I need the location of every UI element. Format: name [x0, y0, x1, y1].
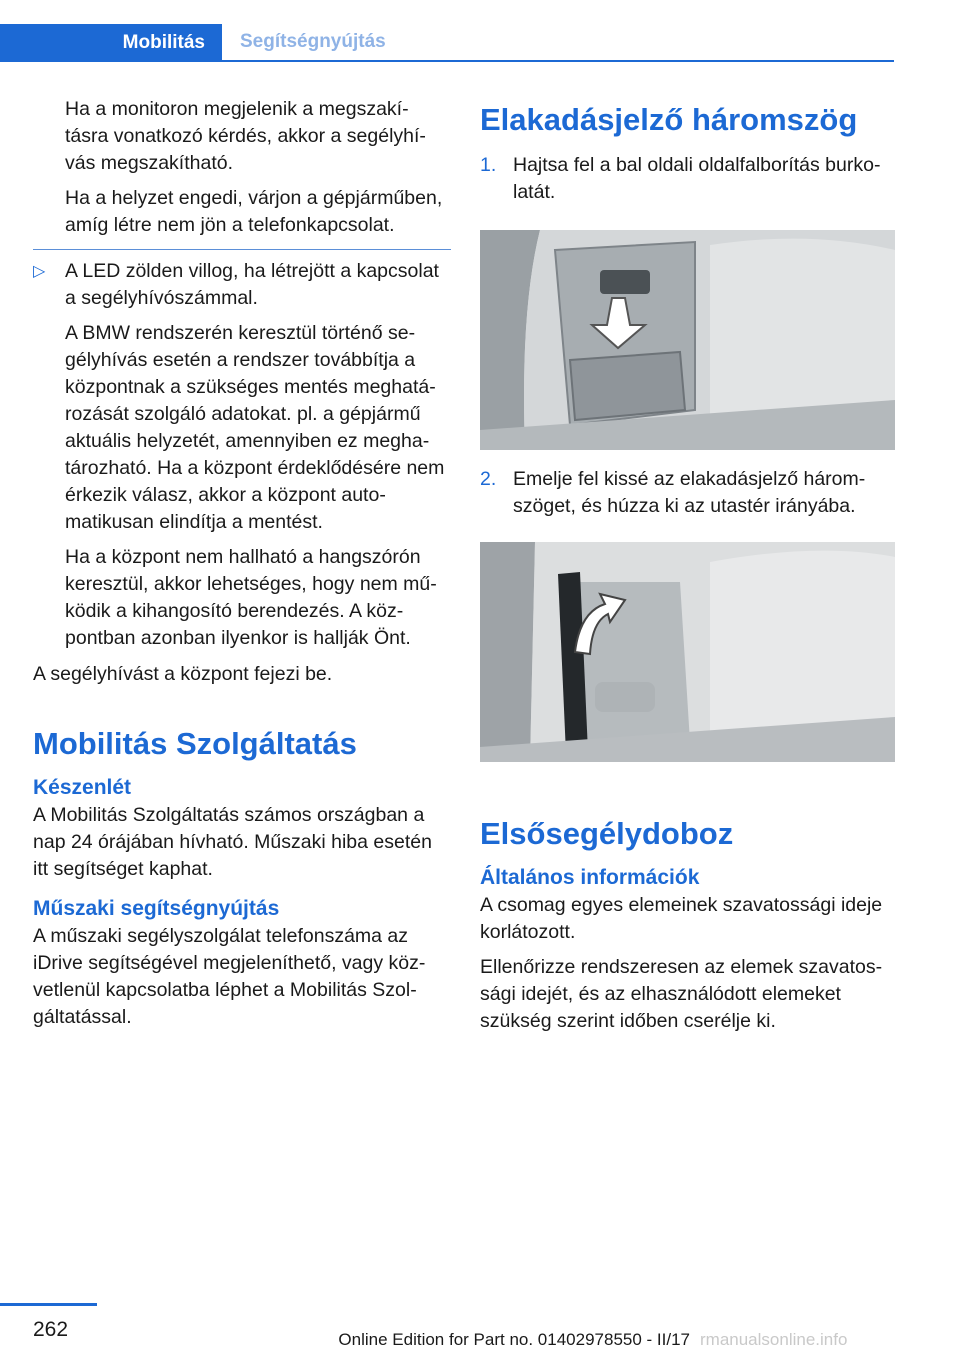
- bullet-text-led: A LED zölden villog, ha létrejött a kapcsolat a segélyhívószámmal.: [65, 260, 439, 309]
- photo-warning-triangle-removal: [480, 542, 895, 762]
- header-tab-segitsegnyujtas[interactable]: Segítségnyújtás: [240, 31, 386, 52]
- watermark: rmanualsonline.info: [700, 1330, 848, 1349]
- header-tab-mobilitas[interactable]: Mobilitás: [0, 24, 222, 62]
- step-2-text: Emelje fel kissé az elakadásjelző három‐szöget, és húzza ki az utastér irányába.: [513, 468, 866, 517]
- subheading-muszaki-segitsegnyujtas: Műszaki segítségnyújtás: [33, 897, 280, 920]
- paragraph-call-end: A segélyhívást a központ fejezi be.: [33, 663, 333, 685]
- edition-text: Online Edition for Part no. 01402978550 - II/17: [338, 1330, 690, 1349]
- paragraph-keszenlet: A Mobilitás Szolgáltatás számos országban a nap 24 órájában hívható. Műszaki hiba esetén itt segítséget kaphat.: [33, 804, 432, 880]
- paragraph-bmw-system: A BMW rendszerén keresztül történő se‐gélyhívás esetén a rendszer továbbítja a központnak a szükséges mentés meghatá‐rozását szolgáló adatokat. pl. a gépjármű aktuális helyzetét, amennyiben ez megha‐tározható. Ha a központ érdeklődésére nem érkezik válasz, akkor a központ auto‐matikusan elindítja a mentést.: [65, 322, 445, 533]
- heading-mobilitas-szolgaltatas: Mobilitás Szolgáltatás: [33, 726, 357, 761]
- heading-elsosegelydoboz: Elsősegélydoboz: [480, 816, 734, 851]
- paragraph-muszaki: A műszaki segélyszolgálat telefonszáma az iDrive segítségével megjeleníthető, vagy köz‐vetlenül kapcsolatba léphet a Mobilitás Szol‐gáltatással.: [33, 925, 426, 1028]
- step-1-text: Hajtsa fel a bal oldali oldalfalborítás burko‐latát.: [513, 154, 881, 203]
- step-1: [480, 152, 895, 206]
- step-2: [480, 466, 895, 520]
- page-number: 262: [33, 1318, 69, 1341]
- left-column: [33, 96, 451, 1031]
- right-column: [480, 100, 895, 1035]
- triangle-bullet-icon: ▷: [33, 263, 46, 280]
- paragraph-cancel-call: Ha a monitoron megjelenik a megszakí‐tásra vonatkozó kérdés, akkor a segélyhí‐vás megszakítható.: [65, 98, 426, 174]
- subheading-keszenlet: Készenlét: [33, 776, 132, 799]
- page-header: [0, 24, 894, 62]
- footer-accent-line: [0, 1303, 97, 1306]
- step-1-number: 1.: [480, 154, 497, 176]
- divider-spacer: [33, 656, 451, 657]
- step-2-number: 2.: [480, 468, 497, 490]
- bullet-item-led: [33, 258, 451, 312]
- photo-side-panel-cover: [480, 230, 895, 450]
- paragraph-speaker: Ha a központ nem hallható a hangszórón keresztül, akkor lehetséges, hogy nem mű‐ködik a kihangosító berendezés. A köz‐pontban azonban ilyenkor is hallják Önt.: [65, 546, 437, 649]
- divider: [33, 249, 451, 250]
- heading-elakadasjelzo: Elakadásjelző háromszög: [480, 102, 858, 137]
- subheading-altalanos-informaciok: Általános információk: [480, 866, 700, 889]
- paragraph-wait-connection: Ha a helyzet engedi, várjon a gépjárműben, amíg létre nem jön a telefonkapcsolat.: [65, 187, 443, 236]
- paragraph-szavatossag: A csomag egyes elemeinek szavatossági ideje korlátozott.: [480, 894, 883, 943]
- paragraph-ellenorizze: Ellenőrizze rendszeresen az elemek szavatos‐sági idejét, és az elhasználódott elemeket szükség szerint időben cserélje ki.: [480, 956, 883, 1032]
